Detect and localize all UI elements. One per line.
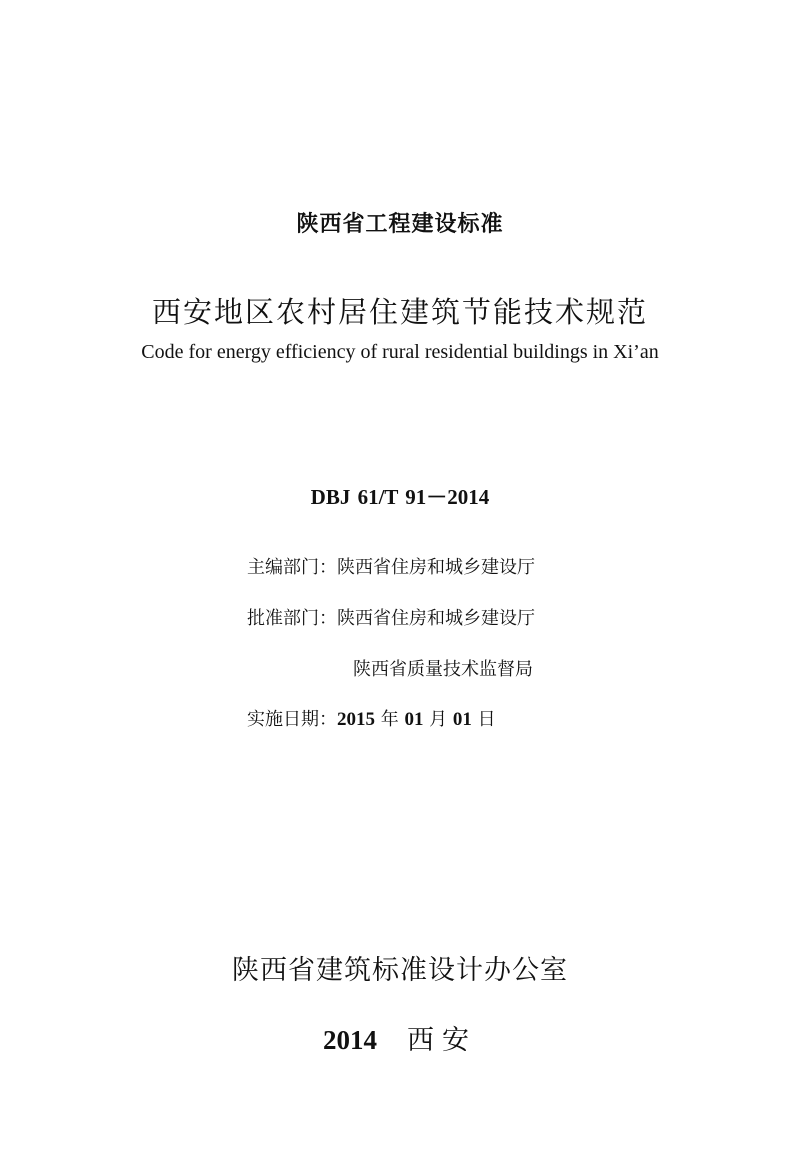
editor-department-row [247, 553, 535, 579]
effective-day: 01 [452, 709, 472, 730]
standard-code: DBJ 61/T 91－2014 [310, 485, 490, 509]
publisher-name: 陕西省建筑标准设计办公室 [232, 955, 568, 986]
effective-month-unit: 月 [423, 709, 453, 730]
approver-department-value-2: 陕西省质量技术监督局 [353, 659, 533, 680]
publication-city: 西安 [407, 1025, 477, 1056]
effective-month: 01 [404, 709, 424, 730]
effective-year-unit: 年 [375, 709, 405, 730]
document-title-chinese: 西安地区农村居住建筑节能技术规范 [151, 295, 648, 329]
approver-department-value-1: 陕西省住房和城乡建设厅 [337, 608, 535, 629]
editor-department-label: 主编部门： [247, 557, 337, 578]
effective-year: 2015 [337, 709, 375, 730]
publication-year: 2014 [323, 1025, 377, 1055]
effective-day-unit: 日 [471, 709, 496, 730]
editor-department-value: 陕西省住房和城乡建设厅 [337, 557, 535, 578]
approver-department-row [247, 604, 535, 630]
publication-line [0, 1018, 800, 1057]
effective-date-row [247, 705, 496, 731]
effective-date-label: 实施日期： [247, 709, 337, 730]
document-title-english: Code for energy efficiency of rural residential buildings in Xi’an [141, 341, 659, 363]
approver-department-row-2 [353, 655, 533, 681]
approver-department-label: 批准部门： [247, 608, 337, 629]
standard-series-heading: 陕西省工程建设标准 [296, 212, 504, 237]
